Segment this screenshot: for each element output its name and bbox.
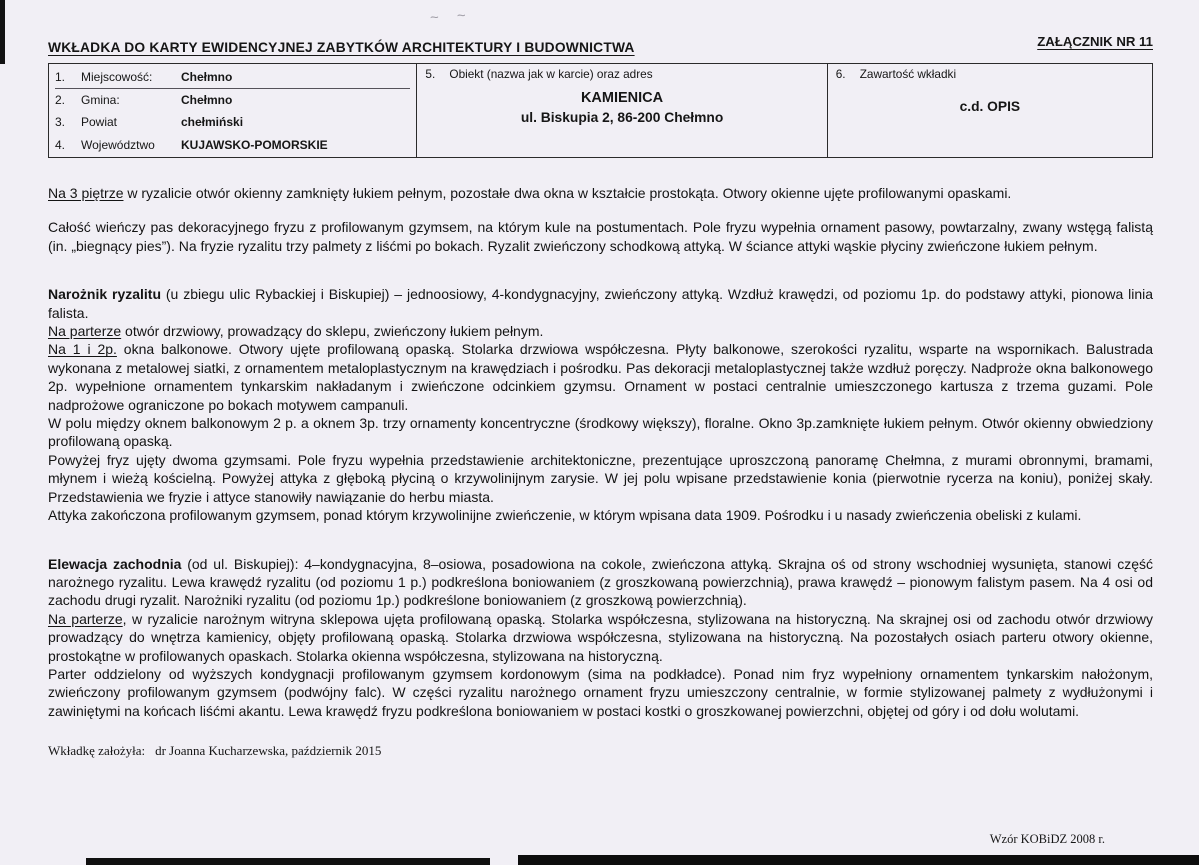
object-field-label bbox=[425, 67, 818, 81]
field-number: 2. bbox=[55, 92, 66, 107]
field-value: Chełmno bbox=[181, 92, 233, 107]
paragraph-ground-floor-west bbox=[48, 610, 1153, 665]
field-row-powiat bbox=[55, 111, 410, 134]
document-body bbox=[48, 184, 1153, 761]
content-column bbox=[828, 64, 1152, 157]
paragraph-text: (u zbiegu ulic Rybackiej i Biskupiej) – jednoosiowy, 4-kondygnacyjny, zwieńczony attyką. Wzdłuż krawędzi, od poziomu 1p. do podstawy attyki, pionowa linia falista. bbox=[48, 286, 1153, 321]
location-column bbox=[49, 64, 417, 157]
field-label: Powiat bbox=[81, 115, 118, 130]
paragraph-text: Parter oddzielony od wyższych kondygnacji profilowanym gzymsem kordonowym (sima na podkładce). Ponad nim fryz wypełniony ornamentem tynkarskim nałożonym, zwieńczony profilowanym gzymsem (podwójny falc). W części ryzalitu narożnego ornament fryzu umieszczony centralnie, w formie stylizowanej palmety z wydłużonymi i zawiniętymi na końcach liśćmi akantu. Lewa krawędź fryzu podkreślona boniowaniem w postaci kostki o groszkowanej powierzchni, objętej od góry i od dołu wolutami. bbox=[48, 665, 1153, 719]
field-label: Województwo bbox=[81, 137, 155, 152]
field-value: chełmiński bbox=[181, 115, 244, 130]
paragraph-text: otwór drzwiowy, prowadzący do sklepu, zwieńczony łukiem pełnym. bbox=[121, 323, 544, 340]
author-note-label: Wkładkę założyła: bbox=[48, 743, 146, 759]
field-value: Chełmno bbox=[181, 69, 233, 84]
paragraph-ornaments bbox=[48, 414, 1153, 451]
underlined-lead: Na 3 piętrze bbox=[48, 185, 124, 201]
field-label: Zawartość wkładki bbox=[859, 67, 957, 81]
content-field-label bbox=[836, 67, 1144, 81]
paragraph-balcony-windows bbox=[48, 340, 1153, 414]
paragraph-panorama-frieze bbox=[48, 451, 1153, 506]
scan-edge-artifact bbox=[0, 0, 5, 64]
field-number: 1. bbox=[55, 69, 66, 84]
header-table bbox=[48, 63, 1153, 158]
paragraph-west-elevation bbox=[48, 555, 1153, 610]
field-number: 5. bbox=[425, 67, 436, 81]
underlined-lead: Na 1 i 2p. bbox=[48, 341, 117, 358]
paragraph-text: Attyka zakończona profilowanym gzymsem, ponad którym krzywolinijne zwieńczenie, w którym wpisana data 1909. Pośrodku i u nasady zwieńczenia obeliski z kulami. bbox=[48, 507, 1082, 524]
paragraph-text: , w ryzalicie narożnym witryna sklepowa ujęta profilowaną opaską. Stolarka współczesna, stylizowana na historyczną. Na skrajnej osi od zachodu otwór drzwiowy prowadzący do wnętrza kamienicy, objęty profilowaną opaską. Stolarka drzwiowa współczesna, stylizowana na historyczną. Na pozostałych osiach parteru otwory okienne, prostokątne w profilowanych opaskach. Stolarka okienna współczesna, stylizowana na historyczną. bbox=[48, 610, 1153, 664]
paragraph-text: w ryzalicie otwór okienny zamknięty łukiem pełnym, pozostałe dwa okna w kształcie prostokąta. Otwory okienne ujęte profilowanymi opaskami. bbox=[123, 185, 1012, 201]
content-value: c.d. OPIS bbox=[959, 99, 1021, 114]
object-address: ul. Biskupia 2, 86-200 Chełmno bbox=[520, 110, 724, 125]
paragraph-text: (od ul. Biskupiej): 4–kondygnacyjna, 8–osiowa, posadowiona na cokole, zwieńczona attyką. Skrajna oś od strony wschodniej wysunięta, stanowi część narożnego ryzalitu. Lewa krawędź ryzalitu (od poziomu 1 p.) podkreślona boniowaniem (z groszkowaną powierzchnią), prawa krawędź – pionowym falistym pasem. Na 4 osi od zachodu drugi ryzalit. Narożniki ryzalitu (od poziomu 1p.) podkreślone boniowaniem (z groszkową powierzchnią). bbox=[48, 555, 1153, 609]
underlined-lead: Na parterze bbox=[48, 610, 123, 627]
author-note bbox=[48, 742, 1153, 760]
paragraph-frieze bbox=[48, 218, 1153, 255]
paragraph-text: okna balkonowe. Otwory ujęte profilowaną opaską. Stolarka drzwiowa współczesna. Płyty balkonowe, szerokości ryzalitu, wsparte na wspornikach. Balustrada wykonana z metalowej siatki, z ornamentem metaloplastycznym na krawędziach i pośrodku. Pas dekoracji metaloplastycznej także wzdłuż poręczy. Nadproże okna balkonowego 2p. wypełnione ornamentem tynkarskim nakładanym i zwieńczone odcinkiem gzymsu. Ornament w postaci centralnie umieszczonego kartusza z trzema guzami. Pole nadprożowe ograniczone po bokach motywem campanuli. bbox=[48, 341, 1153, 413]
field-row-gmina bbox=[55, 89, 410, 112]
field-label: Gmina: bbox=[81, 92, 120, 107]
bold-lead: Narożnik ryzalitu bbox=[48, 286, 162, 303]
field-label: Obiekt (nazwa jak w karcie) oraz adres bbox=[449, 67, 653, 81]
page-header bbox=[48, 34, 1153, 55]
paragraph-text: Całość wieńczy pas dekoracyjnego fryzu z profilowanym gzymsem, na którym kule na postumentach. Pole fryzu wypełnia ornament pasowy, powtarzalny, zwany wstęgą falistą (in. „biegnący pies”). Na fryzie ryzalitu trzy palmety z liśćmi po bokach. Ryzalit zwieńczony schodkową attyką. W ściance attyki wąskie płyciny zwieńczone łukiem pełnym. bbox=[48, 219, 1153, 254]
paragraph-attic bbox=[48, 506, 1153, 524]
field-number: 4. bbox=[55, 137, 66, 152]
underlined-lead: Na parterze bbox=[48, 323, 122, 340]
paragraph-text: W polu między oknem balkonowym 2 p. a oknem 3p. trzy ornamenty koncentryczne (środkowy większy), floralne. Okno 3p.zamknięte łukiem pełnym. Otwór okienny obwiedziony profilowaną opaską. bbox=[48, 415, 1153, 450]
field-row-miejscowosc bbox=[55, 66, 410, 89]
object-name: KAMIENICA bbox=[580, 90, 664, 106]
template-note: Wzór KOBiDZ 2008 r. bbox=[989, 832, 1105, 846]
field-value: KUJAWSKO-POMORSKIE bbox=[181, 137, 328, 152]
scan-smudge-artifact: ~ ~ bbox=[429, 6, 474, 27]
field-label: Miejscowość: bbox=[81, 69, 153, 84]
object-column bbox=[417, 64, 827, 157]
paragraph-ground-floor-corner bbox=[48, 322, 1153, 340]
document-title: WKŁADKA DO KARTY EWIDENCYJNEJ ZABYTKÓW ARCHITEKTURY I BUDOWNICTWA bbox=[48, 40, 635, 55]
paragraph-third-floor bbox=[48, 184, 1153, 202]
scan-edge-artifact bbox=[86, 858, 490, 865]
scan-edge-artifact bbox=[518, 855, 1199, 865]
field-number: 3. bbox=[55, 115, 66, 130]
paragraph-text: Powyżej fryz ujęty dwoma gzymsami. Pole fryzu wypełnia przedstawienie architektoniczne, prezentujące uproszczoną panoramę Chełmna, z murami obronnymi, bramami, młynem i wieżą kościelną. Powyżej attyka z głęboką płyciną o krzywolinijnym zarysie. W jej polu wpisane przedstawienie konia (pierwotnie rycerza na koniu), poniżej skały. Przedstawienia we fryzie i attyce stanowiły nawiązanie do herbu miasta. bbox=[48, 451, 1153, 505]
paragraph-corner-risalit bbox=[48, 285, 1153, 322]
field-number: 6. bbox=[835, 67, 846, 81]
paragraph-ground-floor-cornice bbox=[48, 665, 1153, 720]
field-row-wojewodztwo bbox=[55, 134, 410, 157]
author-note-value: dr Joanna Kucharzewska, październik 2015 bbox=[155, 743, 382, 759]
bold-lead: Elewacja zachodnia bbox=[48, 555, 182, 572]
attachment-label: ZAŁĄCZNIK NR 11 bbox=[1037, 34, 1153, 49]
